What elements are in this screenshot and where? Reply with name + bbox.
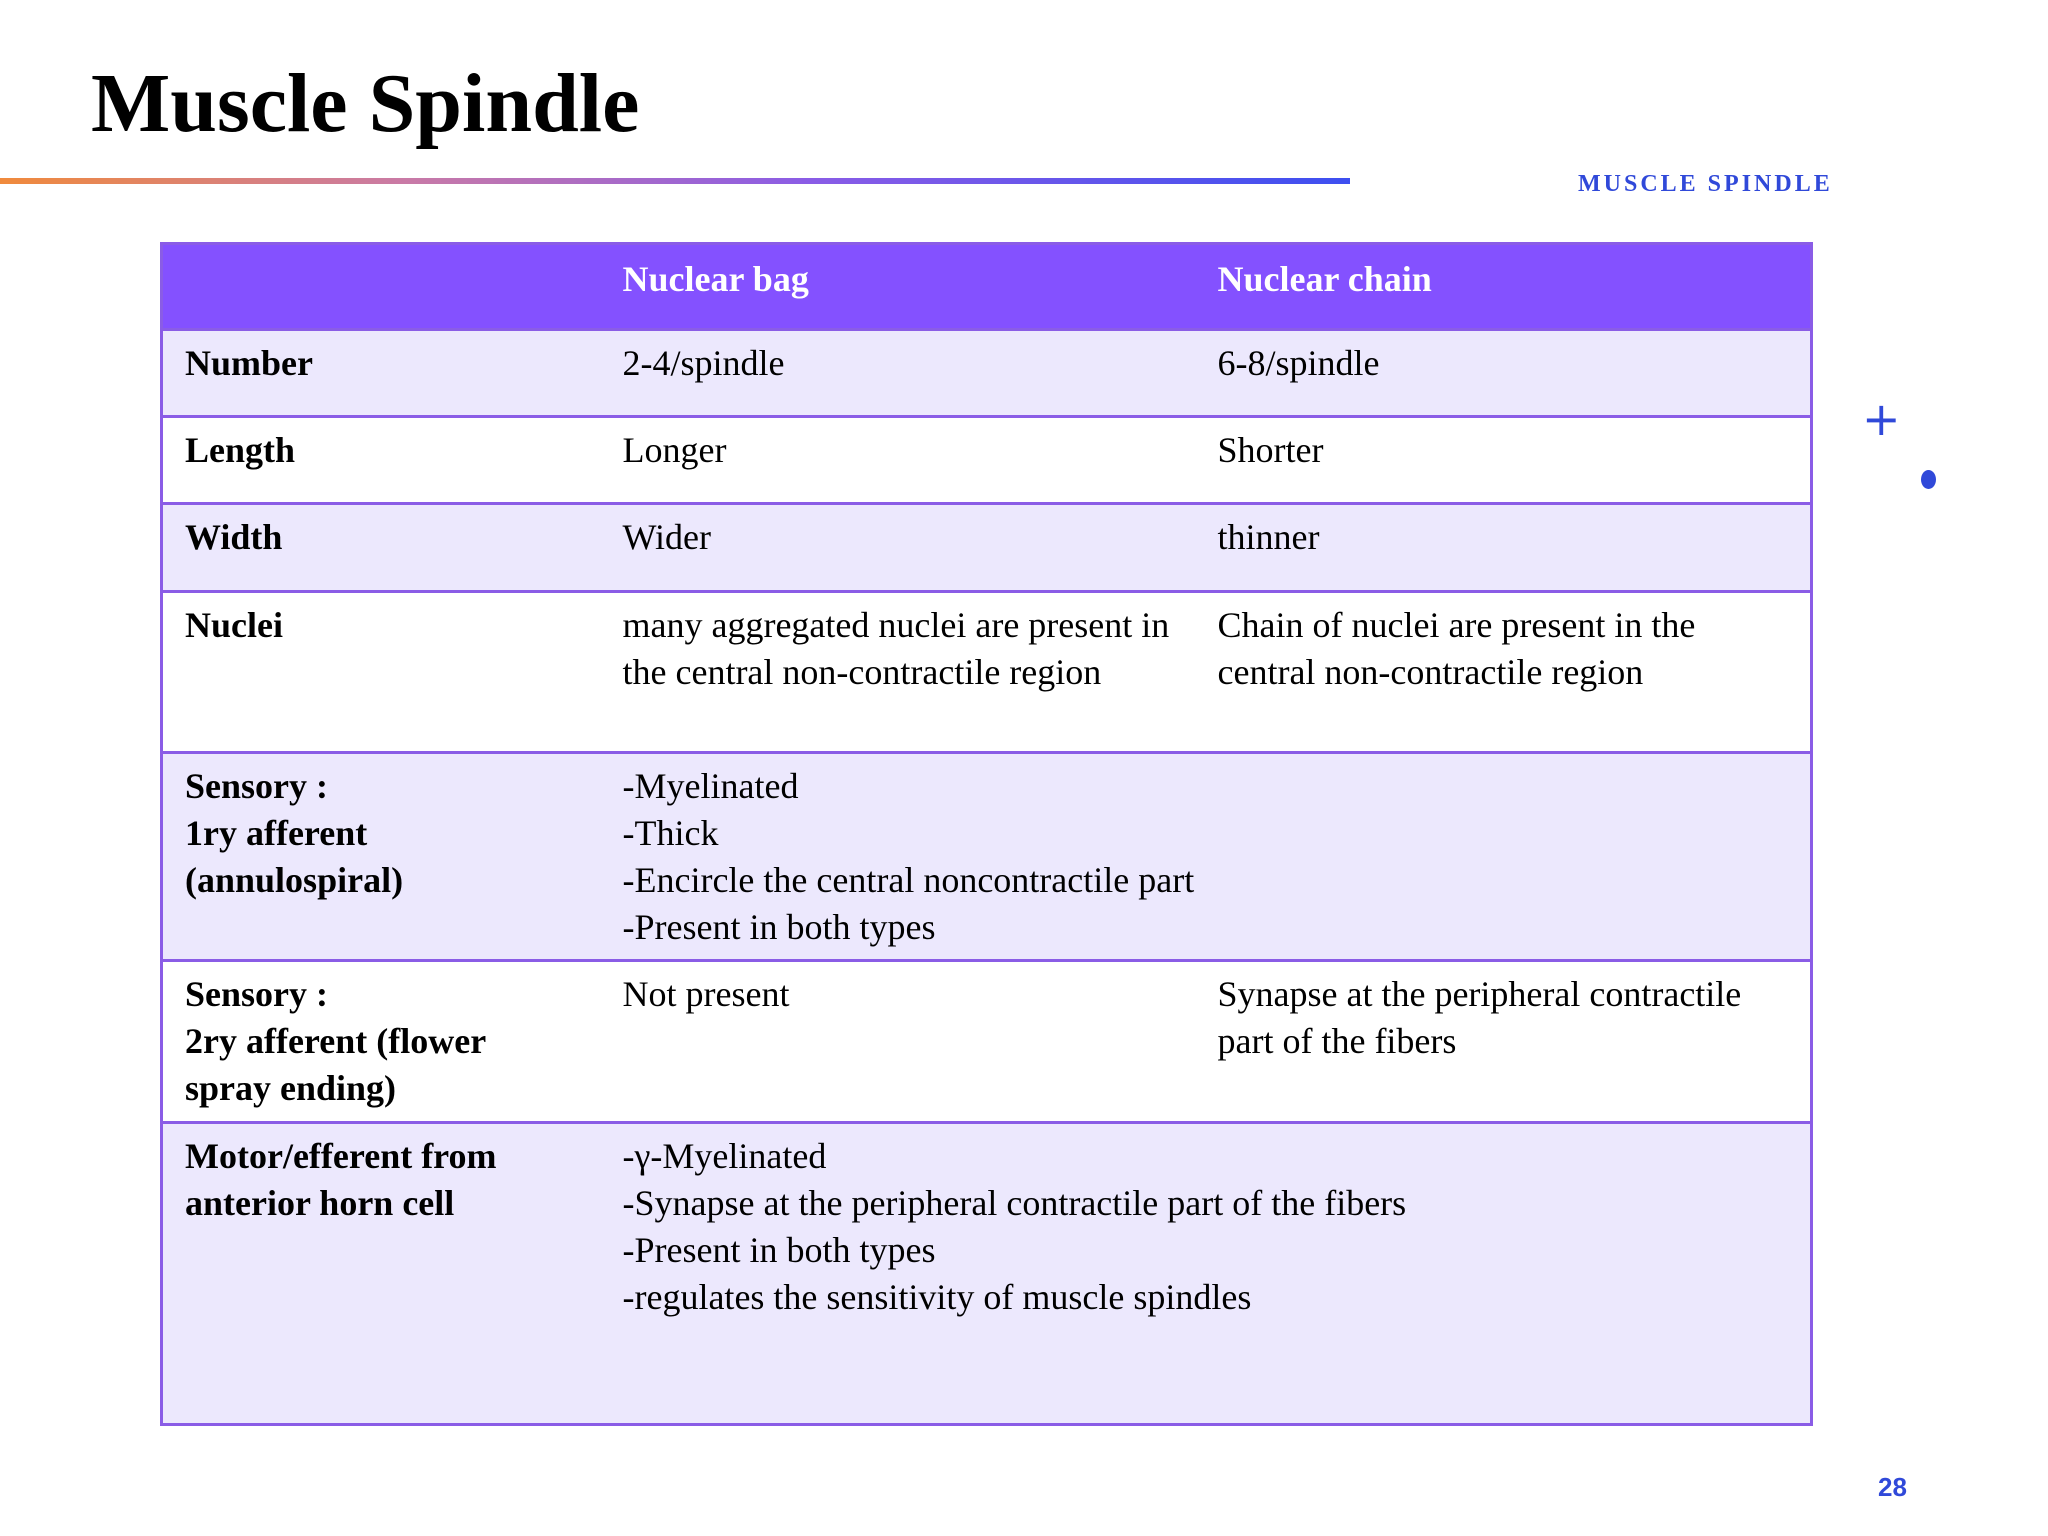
header-cell-empty: [162, 244, 601, 330]
title-divider: [0, 178, 1350, 184]
table-row: [162, 961, 1812, 1123]
nuclear-bag-cell: 2-4/spindle: [601, 330, 1196, 417]
row-label: Sensory : 1ry afferent (annulospiral): [162, 753, 601, 961]
nuclear-bag-cell: many aggregated nuclei are present in the central non-contractile region: [601, 592, 1196, 753]
nuclear-chain-cell: 6-8/spindle: [1196, 330, 1812, 417]
table-row: [162, 1123, 1812, 1425]
row-label: Sensory : 2ry afferent (flower spray ending): [162, 961, 601, 1123]
table-row: [162, 417, 1812, 504]
nuclear-chain-cell: Synapse at the peripheral contractile part of the fibers: [1196, 961, 1812, 1123]
table-row: [162, 753, 1812, 961]
plus-icon: +: [1862, 392, 1901, 446]
table-row: [162, 592, 1812, 753]
row-label: Width: [162, 504, 601, 592]
nuclear-chain-cell: Chain of nuclei are present in the central non-contractile region: [1196, 592, 1812, 753]
header-cell-nuclear-bag: Nuclear bag: [601, 244, 1196, 330]
nuclear-bag-cell: Not present: [601, 961, 1196, 1123]
table-row: [162, 330, 1812, 417]
row-label: Length: [162, 417, 601, 504]
slide-title: Muscle Spindle: [91, 57, 640, 150]
section-label: MUSCLE SPINDLE: [1578, 171, 1833, 197]
comparison-table: [160, 242, 1813, 1426]
nuclear-bag-cell: Wider: [601, 504, 1196, 592]
row-label: Motor/efferent from anterior horn cell: [162, 1123, 601, 1425]
header-row: [162, 244, 1812, 330]
row-label: Nuclei: [162, 592, 601, 753]
header-cell-nuclear-chain: Nuclear chain: [1196, 244, 1812, 330]
shared-cell: -Myelinated -Thick -Encircle the central noncontractile part -Present in both types: [601, 753, 1812, 961]
nuclear-chain-cell: Shorter: [1196, 417, 1812, 504]
nuclear-bag-cell: Longer: [601, 417, 1196, 504]
dot-icon: [1921, 470, 1936, 489]
page-number: 28: [1878, 1472, 1907, 1502]
row-label: Number: [162, 330, 601, 417]
nuclear-chain-cell: thinner: [1196, 504, 1812, 592]
shared-cell: -γ-Myelinated -Synapse at the peripheral contractile part of the fibers -Present in both types -regulates the sensitivity of muscle spindles: [601, 1123, 1812, 1425]
table-row: [162, 504, 1812, 592]
